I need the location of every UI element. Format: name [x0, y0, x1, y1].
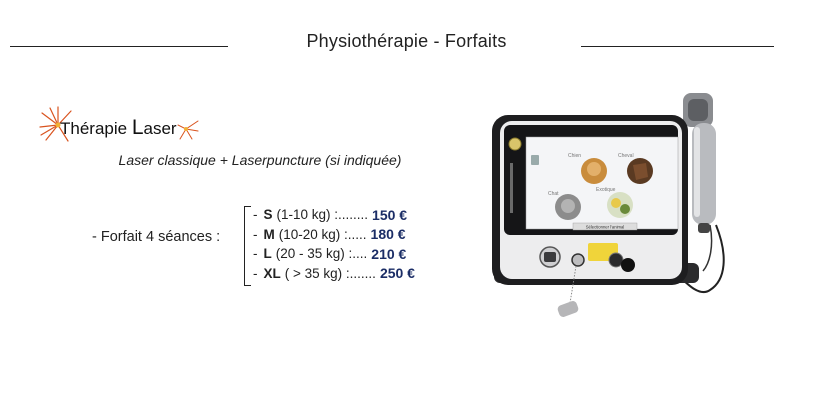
screen-label-cheval: Cheval: [618, 153, 634, 159]
price-value: 150 €: [372, 206, 408, 223]
size-label: XL: [263, 265, 281, 281]
size-label: M: [263, 226, 275, 242]
screen-label-chien: Chien: [568, 153, 582, 159]
size-label: S: [263, 207, 273, 223]
weight-range: (1-10 kg) :........: [276, 207, 369, 223]
row-dash: -: [253, 207, 258, 223]
price-row-s: [253, 205, 415, 225]
section-title-first: Thérapie: [60, 119, 132, 138]
laser-device-image: [478, 85, 748, 330]
weight-range: (10-20 kg) :.....: [278, 226, 367, 242]
device-screen: [509, 137, 678, 230]
price-value: 250 €: [379, 265, 415, 282]
row-dash: -: [253, 265, 258, 281]
price-value: 180 €: [370, 226, 406, 243]
screen-label-chat: Chat: [548, 191, 559, 197]
price-row-l: [253, 244, 415, 264]
section-title-rest: aser: [143, 119, 177, 138]
weight-range: ( > 35 kg) :.......: [284, 265, 376, 281]
size-label: L: [263, 246, 272, 262]
price-row-xl: [253, 264, 415, 284]
price-row-m: [253, 225, 415, 245]
section-title-cap: L: [131, 116, 144, 139]
page-title: Physiothérapie - Forfaits: [306, 31, 507, 51]
section-title: [60, 116, 177, 140]
section-subtitle: Laser classique + Laserpuncture (si indiquée): [118, 152, 402, 168]
row-dash: -: [253, 246, 258, 262]
laser-spark-small-icon: [176, 115, 200, 141]
row-dash: -: [253, 226, 258, 242]
price-value: 210 €: [371, 245, 407, 262]
header-rule-right: [581, 46, 774, 47]
weight-range: (20 - 35 kg) :....: [275, 246, 368, 262]
price-list: [253, 205, 415, 283]
screen-select-button: Sélectionner l'animal: [585, 224, 625, 230]
screen-label-exotique: Exotique: [596, 187, 616, 193]
forfait-label: - Forfait 4 séances :: [92, 229, 221, 245]
price-bracket: [244, 206, 251, 286]
